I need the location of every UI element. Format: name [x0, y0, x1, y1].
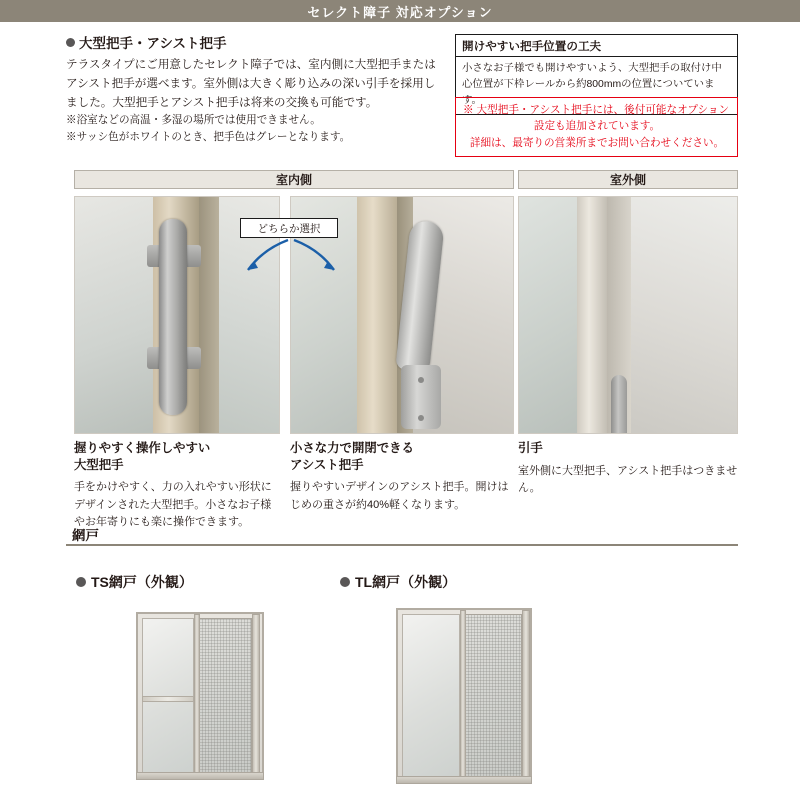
caption2-title	[290, 440, 514, 473]
intro-note-2: ※サッシ色がホワイトのとき、把手色はグレーとなります。	[66, 131, 351, 144]
amido-section-rule	[66, 524, 738, 546]
choice-arrows-icon	[228, 238, 354, 282]
caption3-body: 室外側に大型把手、アシスト把手はつきません。	[518, 464, 738, 494]
ts-door-center-stile	[194, 614, 200, 778]
bullet-dot-icon	[76, 577, 86, 587]
caption3-title-line1: 引手	[518, 441, 543, 455]
photo1-large-handle-bar	[159, 219, 187, 415]
bullet-dot-icon	[66, 38, 75, 47]
intro-note-1: ※浴室などの高温・多湿の場所では使用できません。	[66, 114, 321, 127]
photo1-frame-edge	[199, 197, 219, 434]
photo2-frame	[357, 197, 397, 434]
ts-screen-door-drawing	[136, 612, 264, 780]
ts-door-base-rail	[136, 772, 264, 780]
caption1-body: 手をかけやすく、力の入れやすい形状にデザインされた大型把手。小さなお子様やお年寄りにも楽に操作できます。	[74, 481, 272, 528]
section-bar-inside: 室内側	[74, 170, 514, 189]
photo2-screw-bottom	[418, 415, 424, 421]
photo3-glass-right	[631, 197, 738, 434]
red-note-line-1: ※ 大型把手・アシスト把手には、後付可能なオプション	[463, 104, 730, 116]
ts-door-mesh-panel	[198, 618, 252, 774]
photo-pull-handle	[518, 196, 738, 434]
caption3-title	[518, 440, 738, 457]
ts-door-middle-rail	[142, 696, 194, 702]
caption2-title-line2: アシスト把手	[290, 457, 364, 472]
photo2-screw-top	[418, 377, 424, 383]
caption1-title	[74, 440, 280, 473]
tl-screen-door-drawing	[396, 608, 532, 784]
intro-block	[66, 32, 446, 146]
page-banner-title: セレクト障子 対応オプション	[0, 0, 800, 22]
caption1-title-line1: 握りやすく操作しやすい	[74, 441, 211, 455]
caption-large-handle	[74, 440, 280, 531]
intro-title	[66, 32, 446, 52]
amido-section-heading: 網戸	[72, 528, 99, 543]
intro-title-text: 大型把手・アシスト把手	[79, 36, 227, 51]
caption-assist-handle	[290, 440, 514, 514]
bullet-dot-icon	[340, 577, 350, 587]
choose-callout: どちらか選択	[240, 218, 338, 238]
photo3-glass-left	[519, 197, 577, 434]
caption-pull-handle	[518, 440, 738, 497]
tl-door-base-rail	[396, 776, 532, 784]
tl-door-right-stile	[522, 610, 530, 782]
caption1-title-line2: 大型把手	[74, 457, 124, 472]
amido-item-ts-label: TS網戸（外観）	[91, 574, 193, 590]
red-note-line-2: 設定も追加されています。	[533, 120, 661, 133]
amido-item-ts-title	[76, 572, 193, 592]
amido-item-tl-label: TL網戸（外観）	[355, 574, 457, 590]
caption2-body: 握りやすいデザインのアシスト把手。開けはじめの重さが約40%軽くなります。	[290, 481, 509, 511]
photo3-frame	[577, 197, 607, 434]
info-box-title: 開けやすい把手位置の工夫	[456, 35, 737, 57]
ts-door-right-stile	[252, 614, 260, 778]
tl-door-glass-panel	[402, 614, 460, 778]
info-box-body: 小さなお子様でも開けやすいよう、大型把手の取付け中心位置が下枠レールから約800mmの位置についています。	[462, 63, 722, 107]
caption2-title-line1: 小さな力で開閉できる	[290, 441, 414, 455]
photo1-glass-left	[75, 197, 153, 434]
tl-door-center-stile	[460, 610, 466, 782]
intro-body: テラスタイプにご用意したセレクト障子では、室内側に大型把手または アシスト把手が選べます。室外側は大きく彫り込みの深い引手を採用しました。大型把手とアシスト把手は将来の交換も可能です。	[66, 58, 436, 109]
red-note-box	[455, 97, 738, 157]
photo3-pull-grip	[611, 375, 627, 434]
amido-item-tl-title	[340, 572, 456, 592]
section-bar-outside: 室外側	[518, 170, 738, 189]
red-note-line-3: 詳細は、最寄りの営業所までお問い合わせください。	[469, 136, 725, 149]
tl-door-mesh-panel	[464, 614, 522, 778]
